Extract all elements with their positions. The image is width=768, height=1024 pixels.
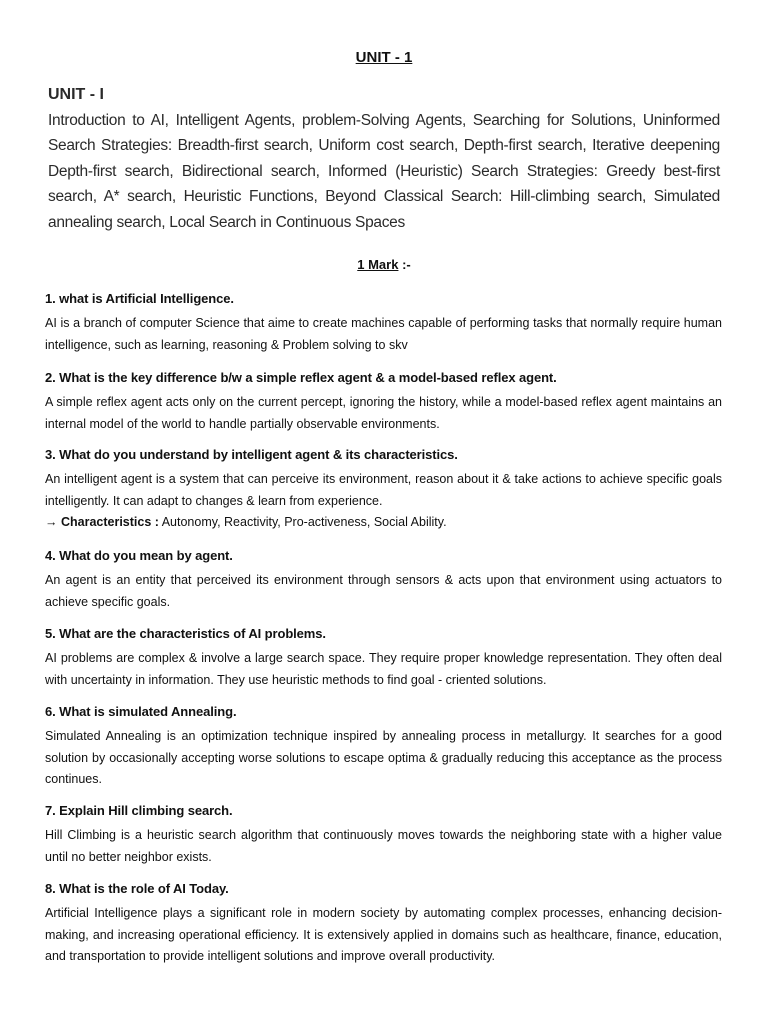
qa-item-8 bbox=[45, 880, 722, 968]
question-text: 3. What do you understand by intelligent agent & its characteristics. bbox=[45, 447, 458, 462]
syllabus-heading: UNIT - I bbox=[48, 86, 104, 103]
qa-item-6 bbox=[45, 703, 722, 791]
characteristics-text: Autonomy, Reactivity, Pro-activeness, Social Ability. bbox=[158, 515, 447, 530]
answer-text: Hill Climbing is a heuristic search algorithm that continuously moves towards the neighboring state with a higher value until no better neighbor exists. bbox=[45, 828, 722, 864]
answer-text: AI problems are complex & involve a large search space. They require proper knowledge representation. They often deal with uncertainty in information. They use heuristic methods to find goal - criented solutions. bbox=[45, 651, 722, 687]
answer-text: Artificial Intelligence plays a significant role in modern society by automating complex processes, enhancing decision-making, and increasing operational efficiency. It is extensively applied in domains such as healthcare, finance, education, and transportation to provide intelligent solutions and improve overall productivity. bbox=[45, 906, 722, 964]
question-text: 4. What do you mean by agent. bbox=[45, 548, 233, 563]
answer-text: AI is a branch of computer Science that aime to create machines capable of performing tasks that normally require human intelligence, such as learning, reasoning & Problem solving to skv bbox=[45, 316, 722, 352]
question-text: 7. Explain Hill climbing search. bbox=[45, 803, 233, 818]
answer-text: Simulated Annealing is an optimization technique inspired by annealing process in metallurgy. It searches for a good solution by occasionally accepting worse solutions to escape optima & gradually reducing this acceptance as the process continues. bbox=[45, 729, 722, 787]
question-text: 6. What is simulated Annealing. bbox=[45, 704, 237, 719]
qa-item-2 bbox=[45, 369, 722, 435]
characteristics-line bbox=[45, 512, 722, 534]
section-heading bbox=[0, 257, 768, 272]
question-text: 1. what is Artificial Intelligence. bbox=[45, 291, 234, 306]
question-text: 2. What is the key difference b/w a simple reflex agent & a model-based reflex agent. bbox=[45, 370, 557, 385]
marks-suffix: :- bbox=[398, 257, 411, 272]
answer-text: A simple reflex agent acts only on the current percept, ignoring the history, while a model-based reflex agent maintains an internal model of the world to handle partially observable environments. bbox=[45, 395, 722, 431]
characteristics-label: → Characteristics : bbox=[45, 515, 159, 530]
answer-text: An agent is an entity that perceived its environment through sensors & acts upon that environment using actuators to achieve specific goals. bbox=[45, 573, 722, 609]
qa-item-1 bbox=[45, 290, 722, 356]
qa-item-7 bbox=[45, 802, 722, 868]
qa-item-4 bbox=[45, 547, 722, 613]
question-text: 5. What are the characteristics of AI problems. bbox=[45, 626, 326, 641]
question-text: 8. What is the role of AI Today. bbox=[45, 881, 229, 896]
syllabus-text: Introduction to AI, Intelligent Agents, problem-Solving Agents, Searching for Solutions, Uninformed Search Strategies: Breadth-first search, Uniform cost search, Depth-first search, Iterative deepening Depth-first search, Bidirectional search, Informed (Heuristic) Search Strategies: Greedy best-first search, A* search, Heuristic Functions, Beyond Classical Search: Hill-climbing search, Simulated annealing search, Local Search in Continuous Spaces bbox=[48, 112, 720, 231]
answer-text: An intelligent agent is a system that can perceive its environment, reason about it & take actions to achieve specific goals intelligently. It can adapt to changes & learn from experience. bbox=[45, 472, 722, 508]
syllabus-excerpt bbox=[48, 86, 720, 235]
document-title: UNIT - 1 bbox=[355, 49, 413, 66]
qa-item-5 bbox=[45, 625, 722, 691]
marks-label: 1 Mark bbox=[357, 257, 399, 272]
qa-item-3 bbox=[45, 446, 722, 534]
